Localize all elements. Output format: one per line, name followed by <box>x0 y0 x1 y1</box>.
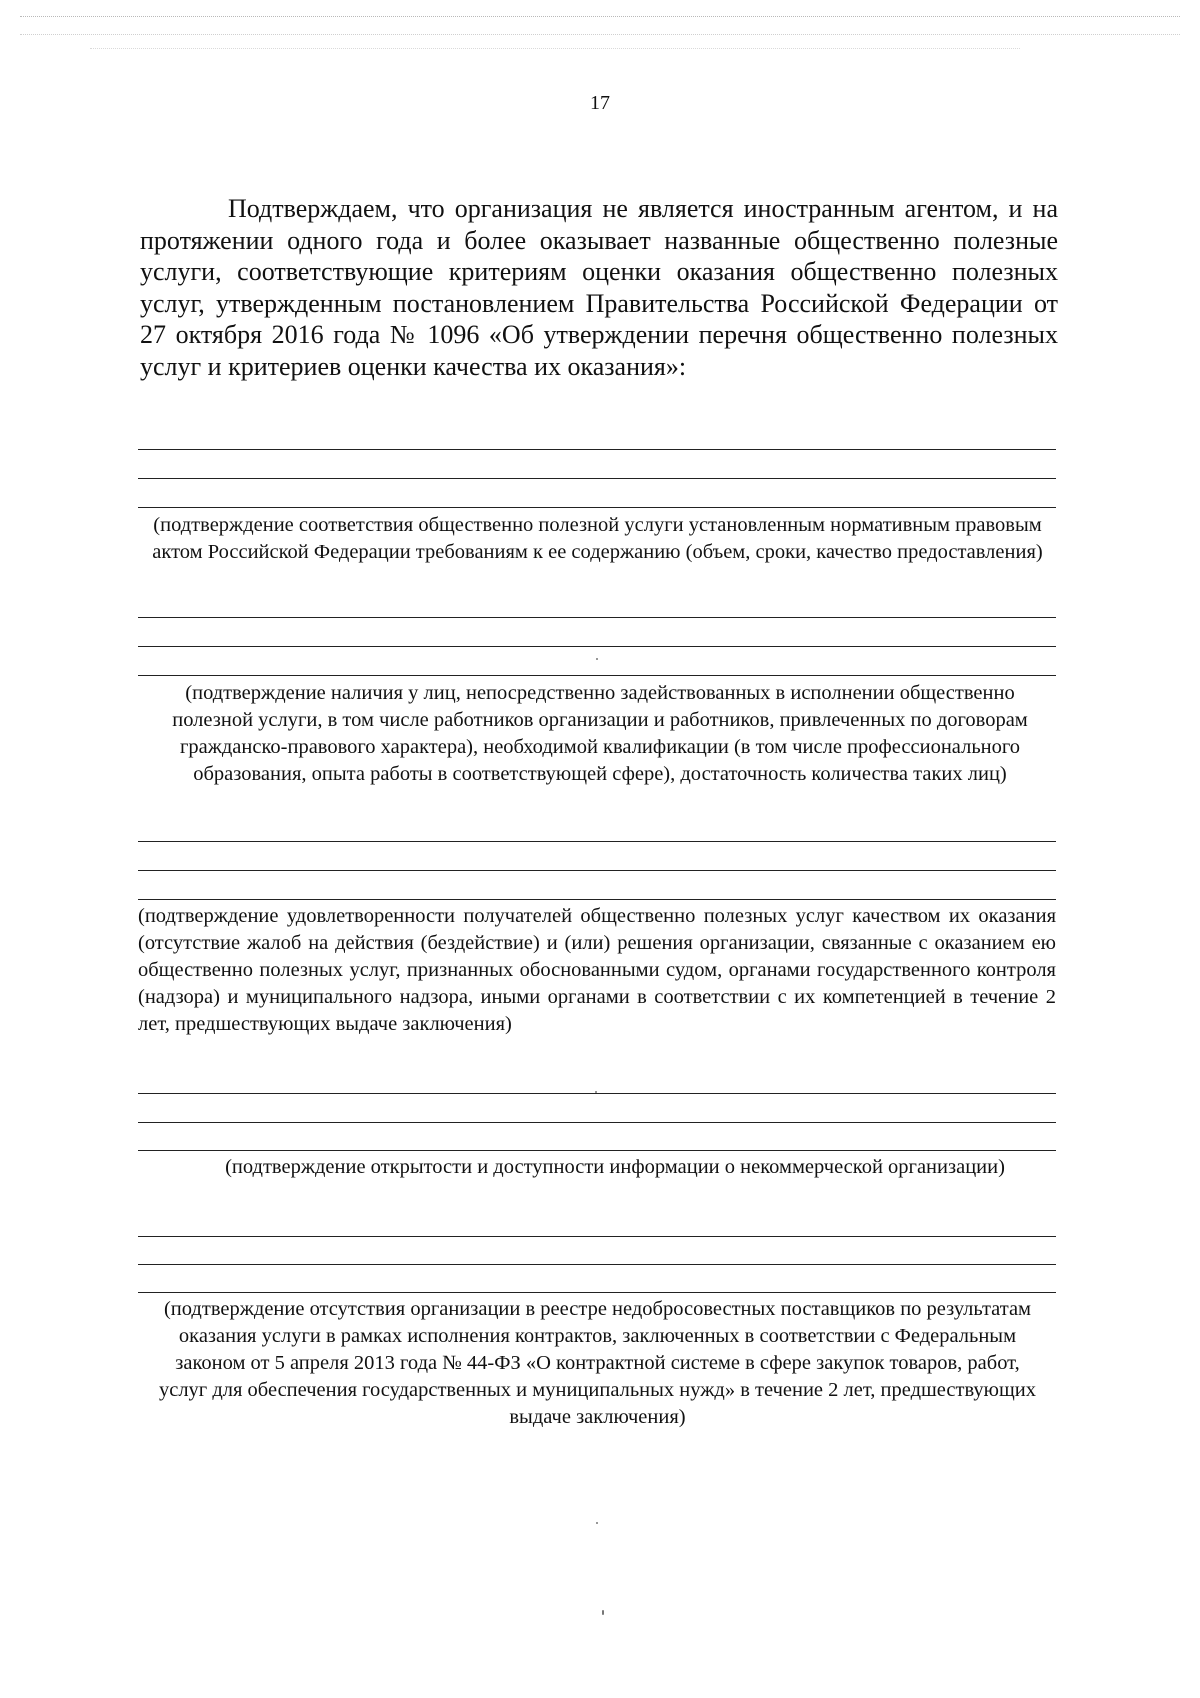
fill-line <box>138 1150 1056 1151</box>
page-number: 17 <box>590 92 610 114</box>
intro-paragraph: Подтверждаем, что организация не является иностранным агентом, и на протяжении одного года и более оказывает названные общественно полезные услуги, соответствующие критериям оценки оказания общественно полезных услуг, утвержденным постановлением Правительства Российской Федерации от 27 октября 2016 года № 1096 «Об утверждении перечня общественно полезных услуг и критериев оценки качества их оказания»: <box>140 194 1058 381</box>
fill-line <box>138 1236 1056 1237</box>
section-caption-recipient-satisfaction: (подтверждение удовлетворенности получателей общественно полезных услуг качеством их оказания (отсутствие жалоб на действия (бездействие) и (или) решения организации, связанные с оказанием ею общественно полезных услуг, признанных обоснованными судом, органами государственного контроля (надзора) и муниципального надзора, иными органами в соответствии с их компетенцией в течение 2 лет, предшествующих выдаче заключения) <box>138 905 1056 1035</box>
fill-line <box>138 1292 1056 1293</box>
fill-line <box>138 1122 1056 1123</box>
fill-line <box>138 870 1056 871</box>
fill-line <box>138 1093 1056 1094</box>
fill-line <box>138 617 1056 618</box>
fill-line <box>138 899 1056 900</box>
section-caption-unreliable-suppliers-registry: (подтверждение отсутствия организации в реестре недобросовестных поставщиков по результатам оказания услуги в рамках исполнения контрактов, заключенных в соответствии с Федеральным законом от 5 апреля 2013 года № 44-ФЗ «О контрактной системе в сфере закупок товаров, работ, услуг для обеспечения государственных и муниципальных нужд» в течение 2 лет, предшествующих выдаче заключения) <box>158 1298 1037 1428</box>
scan-speck <box>596 658 598 660</box>
fill-line <box>138 841 1056 842</box>
fill-line <box>138 449 1056 450</box>
section-caption-information-openness: (подтверждение открытости и доступности информации о некоммерческой организации) <box>225 1156 1005 1178</box>
fill-line <box>138 507 1056 508</box>
scan-speck <box>602 1610 604 1615</box>
fill-line <box>138 675 1056 676</box>
scan-header-noise <box>0 10 1200 54</box>
scan-speck <box>596 1522 598 1524</box>
fill-line <box>138 478 1056 479</box>
scan-speck <box>595 1091 597 1093</box>
section-caption-content-compliance: (подтверждение соответствия общественно полезной услуги установленным нормативным правовым актом Российской Федерации требованиям к ее содержанию (объем, сроки, качество предоставления) <box>152 514 1043 563</box>
fill-line <box>138 646 1056 647</box>
fill-line <box>138 1264 1056 1265</box>
section-caption-staff-qualification: (подтверждение наличия у лиц, непосредственно задействованных в исполнении общественно полезной услуги, в том числе работников организации и работников, привлеченных по договорам гражданско-правового характера), необходимой квалификации (в том числе профессионального образования, опыта работы в соответствующей сфере), достаточность количества таких лиц) <box>172 682 1028 785</box>
